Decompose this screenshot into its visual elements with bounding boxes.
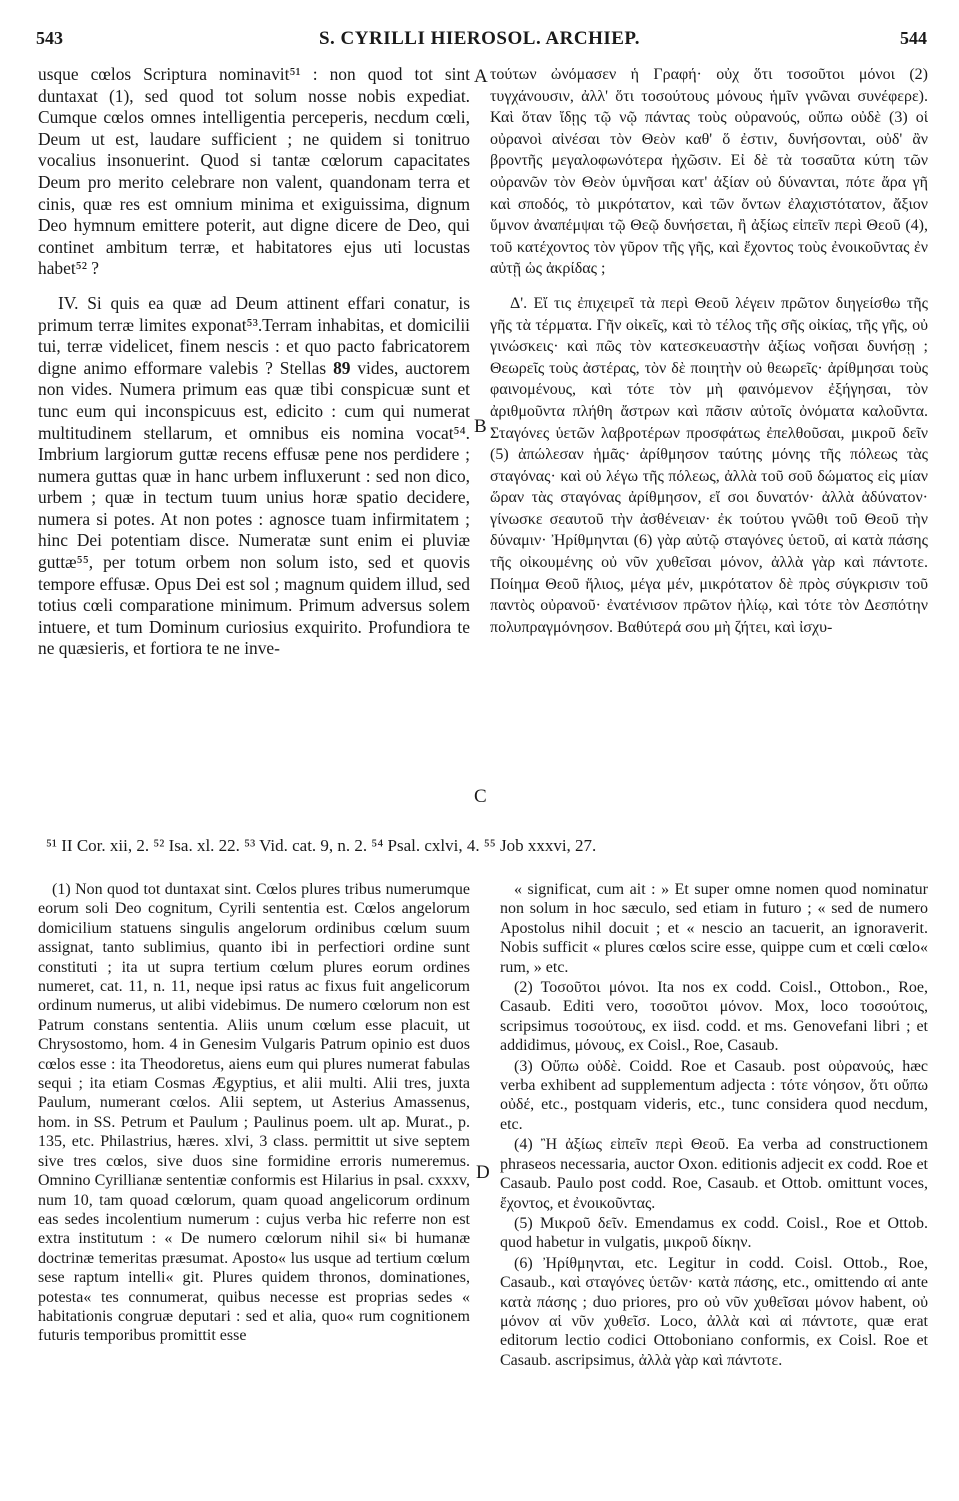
greek-paragraph-2: Δ'. Εἴ τις ἐπιχειρεῖ τὰ περὶ Θεοῦ λέγειν πρῶτον διηγείσθω τῆς γῆς τὰ τέρματα. Γῆν οἰκεῖς, καὶ τὸ τέλος τῆς σῆς οἰκίας, τῆς γῆς, οὐ γινώσκεις· καὶ πῶς τὸν κατεσκευαστὴν ἀξίως νοῆσαι δυνήσῃ ; Θεωρεῖς τοὺς ἀστέρας, τὸν δὲ ποιητὴν οὐ θεωρεῖς· ἀρίθμησαι τοὺς φαινομένους, καὶ τότε τὸν μὴ φαινόμενον ἐξήγησαι, τὸν ἀριθμοῦντα πλήθη ἄστρων καὶ πᾶσιν αὐτοῖς ὀνόματα καλοῦντα. Σταγόνες ὑετῶν λαβροτέρων προσφάτως ἐπελθοῦσαι, μικροῦ δεῖν (5) ἀπώλεσαν ἡμᾶς· ἀρίθμησον ταύτης μόνης τῆς πόλεως τὰς σταγόνας· καὶ οὐ λέγω τῆς πόλεως, ἀλλὰ τοῦ σοῦ δώματος εἰς μίαν ὥραν τὰς σταγόνας ἀρίθμησον, εἴ σοι δυνατόν· ἀλλὰ ἀδύνατον· γίνωσκε σεαυτοῦ τὴν ἀσθένειαν· ἐκ τούτου γνῶθι τοῦ Θεοῦ τὴν δύναμιν· Ἠρίθμηνται (6) γὰρ αὐτῷ σταγόνες ὑετοῦ, αἱ κατὰ πάσης τῆς οἰκουμένης οὐ νῦν χυθεῖσαι μόνον, ἀλλὰ γὰρ καὶ πάντοτε. Ποίημα Θεοῦ ἥλιος, μέγα μέν, μικρότατον δὲ πρὸς σύγκρισιν τοῦ παντὸς οὐρανοῦ· ἐνατένισον πρῶτον ἡλίῳ, καὶ τότε τὸν Δεσπότην πολυπραγμόνησον. Βαθύτερά σου μὴ ζήτει, καὶ ἰσχυ- xyxy=(490,294,928,636)
margin-marker-b: B xyxy=(474,416,487,437)
running-title: S. CYRILLI HIEROSOL. ARCHIEP. xyxy=(318,28,641,49)
page-number-left: 543 xyxy=(36,28,63,48)
latin-paragraph-2-start: IV. Si quis ea quæ ad Deum attinent effari conatur, is primum terræ limites exponat⁵³.Terram inhabitas, et domicilii tui, terræ videlicet, finem nescis : et quo pacto fabricatorem digne animo efformare valebis ? Stellas xyxy=(38,292,470,378)
margin-marker-a: A xyxy=(474,66,488,87)
greek-paragraph-1: τούτων ὠνόμασεν ἡ Γραφή· οὐχ ὅτι τοσοῦτοι μόνοι (2) τυγχάνουσιν, ἀλλ' ὅτι τοσούτους μόνους ἡμῖν γνῶναι συνέφερε). Καὶ ὅταν ἴδῃς τῷ νῷ πάντας τοὺς οὐρανούς, οὔπω οὐδὲ (3) οἱ οὐρανοὶ αἰνέσαι τὸν Θεὸν καθ' ὅ ἐστιν, δυνήσονται, οὐδ' ἂν βροντῆς μεγαλοφωνότερα ἠχῶσιν. Εἰ δὲ τὰ τοσαῦτα κύτη τῶν οὐρανῶν τὸν Θεὸν ὑμνῆσαι κατ' ἀξίαν οὐ δύνανται, πότε ἄρα γῆ καὶ σποδός, τὸ μικρότατον, καὶ τῶν ὄντων ἐλαχιστότατον, ἄξιον ὕμνον ἀναπέμψαι τῷ Θεῷ δυνήσεται, ἢ ἀξίως εἰπεῖν περὶ Θεοῦ (4), τοῦ κατέχοντος τὸν γῦρον τῆς γῆς, καὶ ἔχοντος τοὺς ἐνοικοῦντας ἐν αὐτῇ ὡς ἀκρίδας ; xyxy=(490,66,928,278)
running-header xyxy=(30,28,929,54)
latin-text-column xyxy=(38,64,470,660)
note-4: (4) Ἢ ἀξίως εἰπεῖν περὶ Θεοῦ. Ea verba ad constructionem phraseos necessaria, auctor Oxon. editionis adjecit ex codd. Roe et Casaub. Paulo post codd. Roe, Casaub. et Ottob. omittunt voces, ἔχοντος, et ἐνοικοῦντας. xyxy=(500,1136,928,1212)
note-2: (2) Τοσοῦτοι μόνοι. Ita nos ex codd. Coisl., Ottobon., Roe, Casaub. Editi vero, τοσοῦτοι μόνον. Mox, loco τοσούτοις, scripsimus τοσούτους, ex iisd. codd. et ms. Genovefani libri ; et addidimus, μόνους, ex Coisl., Roe, Casaub. xyxy=(500,979,928,1055)
note-1: (1) Non quod tot duntaxat sint. Cœlos plures tribus numerumque eorum soli Deo cognitum, Cyrili sententia est. Cœlos angelorum domicilium statuens singulis angelorum ordinibus cœlum suum assignat, tanto sublimius, quanto ibi in perfectiori ordine sunt constituti ; ita ut supra tertium cœlum plures eorum ordines numeret, cat. 11, n. 11, neque ipsi ratus ac fixus fuit angelicorum ordinum numerus, ut alibi videbimus. De numero cœlorum non est Patrum constans sententia. Aliis unum cœlum esse placuit, ut Chrysostomo, hom. 4 in Genesim Vulgaris Patrum opinio est duos cœlos esse : ita Theodoretus, aiens eum qui plures numerat fabulas sequi ; ita etiam Cosmas Ægyptius, et alii multi. Alii tres, juxta Paulum, numerant cœlos. Alii septem, ut Asterius Amassenus, hom. in SS. Petrum et Paulum ; Paulinus poem. ult ap. Murat., p. 135, etc. Philastrius, hæres. xlvi, 3 class. permittit ut sive septem sive tres cœlos, sive duos sine formidine erroris numeremus. Omnino Cyrillianæ sententiæ conformis est Hilarius in psal. cxxxv, num 10, tam quoad cœlorum, quam quoad angelicorum ordinum eas sedes incolentium numerum : cujus verba hic referre non est extra institutum : « De numero cœlorum nihil si« bi humanæ doctrinæ temeritas præsumat. Aposto« lus usque ad tertium cœlum sese raptum intelli« git. Plures quidem thronos, dominationes, potesta« tes connumerat, quibus necesse est proprias sedes « habitationis congruæ deputari : sed et alia, quo« rum cognitionem futuris temporibus promittit esse xyxy=(38,881,470,1345)
note-6: (6) Ἠρίθμηνται, etc. Legitur in codd. Coisl. Ottob., Roe, Casaub., καὶ σταγόνες ὑετῶν· κατὰ πάσης, etc., omittendo αἱ ante κατὰ πάσης ; duo priores, pro οὐ νῦν χυθεῖσαι μόνον habent, οὐ μόνον αἱ νῦν χυθεῖσ. Loco, ἀλλὰ καὶ αἱ πάντοτε, quæ erat editorum lectio codici Ottoboniano conformis, ex Coisl. Roe et Casaub. ascripsimus, ἀλλὰ γὰρ καὶ πάντοτε. xyxy=(500,1254,928,1369)
note-5: (5) Μικροῦ δεῖν. Emendamus ex codd. Coisl., Roe et Ottob. quod habetur in vulgatis, μικροῦ δίκην. xyxy=(500,1214,928,1252)
note-1-continuation: « significat, cum ait : » Et super omne nomen quod nominatur non solum in hoc sæculo, sed etiam in futuro ; « sed de numero Apostolus nihil docuit ; et « nescio an tacuerit, an ignoraverit. Nobis sufficit « plures cœlos scire esse, quippe cum et cœli cœlo« rum, » etc. xyxy=(500,881,928,976)
latin-paragraph-2 xyxy=(38,293,470,660)
margin-marker-c: C xyxy=(474,786,487,807)
latin-paragraph-2-end: vides, auctorem non vides. Numera primum eas quæ tibi conspicuæ sunt et tunc eum qui inconspicuus est, edicito : cum qui numerat multitudinem stellarum, et omnibus eis nomina vocat⁵⁴. Imbrium largiorum guttæ recens effusæ pene nos perdidere ; numera guttas quæ in hanc urbem influxerunt : sed non dico, urbem ; quæ in tectum tuum unius horæ spatio decidere, numera si potes. At non potes : agnosce tuam infirmitatem ; hinc Dei potentiam disce. Numeratæ sunt enim ei pluviæ guttæ⁵⁵, per totum orbem non solum isto, sed et quovis tempore effusæ. Opus Dei est sol ; magnum quidem illud, sed totius cœli comparatione minimum. Primum adversus solem intuere, et tum Dominum curiosius exquirito. Profundiora te ne quæsieris, et fortiora te ne inve- xyxy=(38,357,470,659)
column-number: 89 xyxy=(333,357,351,378)
latin-paragraph-1: usque cœlos Scriptura nominavit⁵¹ : non quod tot sint duntaxat (1), sed quod tot solum nosse nobis expediat. Cumque cœlos omnes intelligentia perceperis, necdum cœli, Deum ut est, laudare sufficient ; ne quidem si tonitruo vocalius insonuerint. Quod si tantæ cœlorum capacitates Deum pro merito celebrare non valent, quandonam terra et cinis, quæ res est omnium minima et exiguissima, dignum Deo hymnum emittere poterit, aut digne dicere de Deo, qui continet ambitum terræ, et habitatores ejus uti locustas habet⁵² ? xyxy=(38,64,470,279)
note-3: (3) Οὔπω οὐδὲ. Coidd. Roe et Casaub. post οὐρανούς, hæc verba exhibent ad supplementum adjecta : τότε νόησον, ὅτι οὔπω οὐδέ, etc., postquam videris, etc., tunc considera quod necdum, etc. xyxy=(500,1057,928,1133)
greek-text-column xyxy=(490,64,928,638)
margin-marker-d: D xyxy=(476,1162,490,1183)
scripture-references: ⁵¹ II Cor. xii, 2. ⁵² Isa. xl. 22. ⁵³ Vid. cat. 9, n. 2. ⁵⁴ Psal. cxlvi, 4. ⁵⁵ Job xxxvi, 27. xyxy=(46,836,597,855)
notes-right-column xyxy=(500,880,928,1370)
page-number-right: 544 xyxy=(900,28,927,48)
notes-left-column xyxy=(38,880,470,1346)
